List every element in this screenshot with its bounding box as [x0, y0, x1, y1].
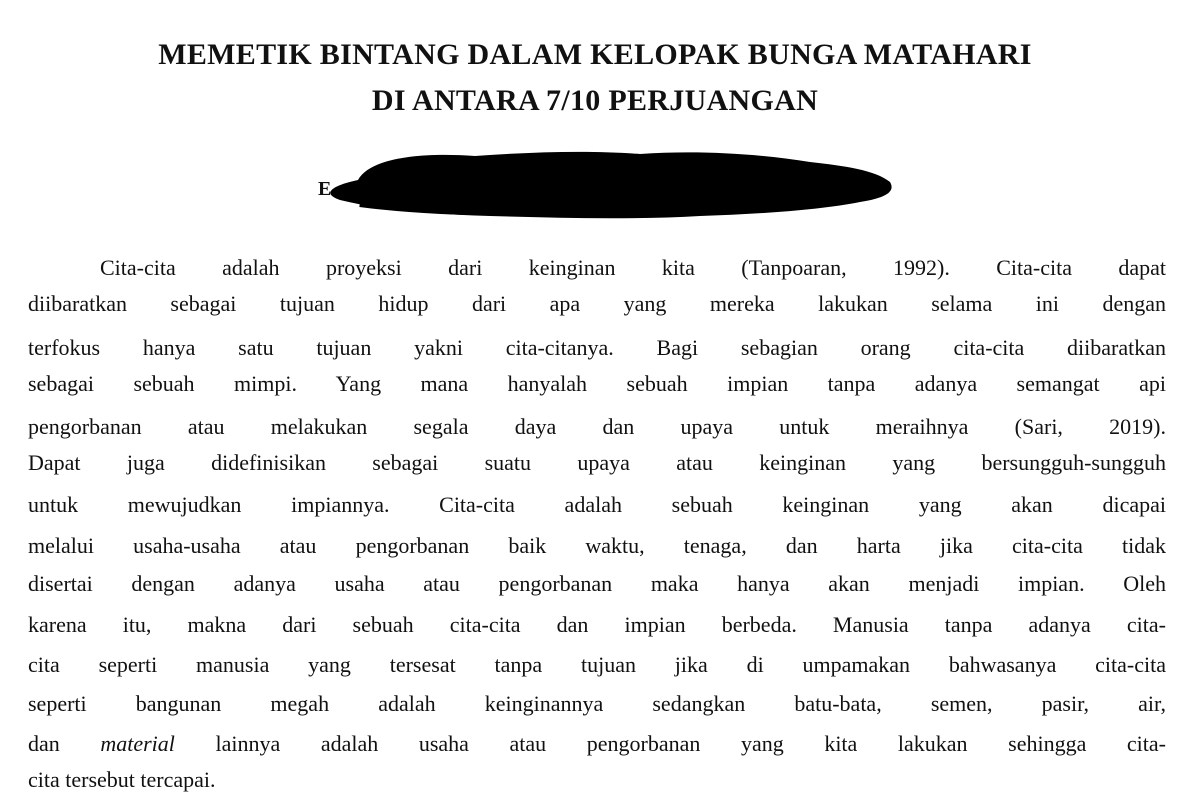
paragraph-line-11: cita seperti manusia yang tersesat tanpa tujuan jika di umpamakan bahwasanya cita-cita	[28, 652, 1166, 677]
title-line-1: MEMETIK BINTANG DALAM KELOPAK BUNGA MATAHARI	[158, 38, 1032, 71]
paragraph-line-2: diibaratkan sebagai tujuan hidup dari apa yang mereka lakukan selama ini dengan	[28, 291, 1166, 316]
paragraph-line-14: cita tersebut tercapai.	[28, 767, 216, 792]
paragraph-line-3: terfokus hanya satu tujuan yakni cita-citanya. Bagi sebagian orang cita-cita diibaratkan	[28, 335, 1166, 360]
paragraph-line-8: melalui usaha-usaha atau pengorbanan baik waktu, tenaga, dan harta jika cita-cita tidak	[28, 533, 1166, 558]
paragraph-line-4: sebagai sebuah mimpi. Yang mana hanyalah sebuah impian tanpa adanya semangat api	[28, 371, 1166, 396]
paragraph-line-1: Cita-cita adalah proyeksi dari keinginan kita (Tanpoaran, 1992). Cita-cita dapat	[100, 255, 1166, 280]
title-line-2: DI ANTARA 7/10 PERJUANGAN	[371, 84, 819, 117]
line-13-italic-word: material	[100, 731, 175, 756]
paragraph-line-6: Dapat juga didefinisikan sebagai suatu upaya atau keinginan yang bersungguh-sungguh	[28, 450, 1166, 475]
line-13-before: dan	[28, 731, 60, 756]
paragraph-line-12: seperti bangunan megah adalah keinginannya sedangkan batu-bata, semen, pasir, air,	[28, 691, 1166, 716]
paragraph-line-5: pengorbanan atau melakukan segala daya dan upaya untuk meraihnya (Sari, 2019).	[28, 414, 1166, 439]
redaction-scribble	[300, 140, 900, 230]
paragraph-line-13	[28, 729, 1166, 759]
paragraph-line-7: untuk mewujudkan impiannya. Cita-cita adalah sebuah keinginan yang akan dicapai	[28, 492, 1166, 517]
line-13-after: lainnya adalah usaha atau pengorbanan yang kita lakukan sehingga cita-	[215, 731, 1166, 756]
paragraph-line-10: karena itu, makna dari sebuah cita-cita dan impian berbeda. Manusia tanpa adanya cita-	[28, 612, 1166, 637]
paragraph-line-9: disertai dengan adanya usaha atau pengorbanan maka hanya akan menjadi impian. Oleh	[28, 571, 1166, 596]
redaction-visible-char: E	[318, 178, 332, 200]
